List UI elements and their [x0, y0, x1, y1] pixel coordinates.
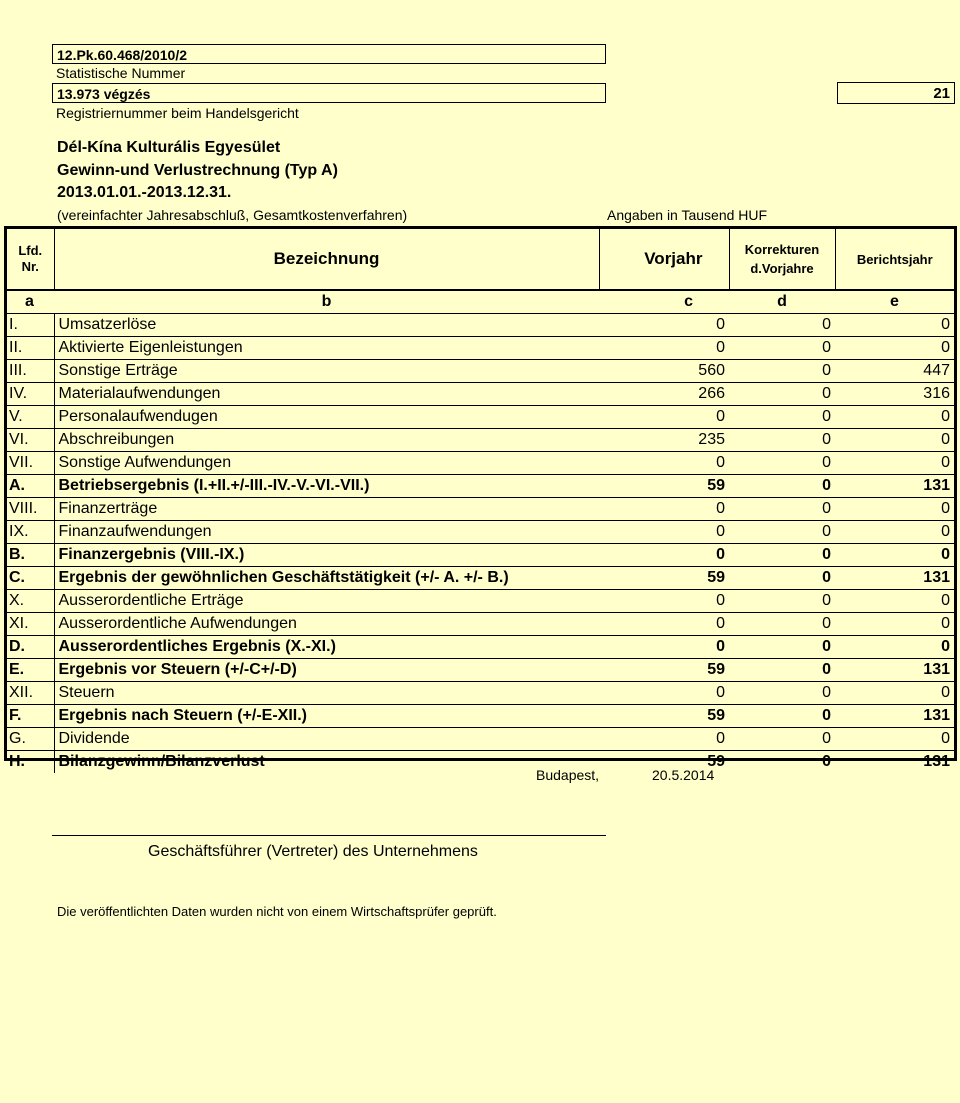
row-korrektur: 0 — [729, 590, 835, 613]
col-header-berichtsjahr-label: Berichtsjahr — [856, 251, 933, 267]
row-korrektur: 0 — [729, 567, 835, 590]
row-number: XII. — [7, 682, 54, 705]
row-label: Sonstige Aufwendungen — [54, 452, 599, 475]
row-vorjahr: 0 — [599, 498, 729, 521]
row-number: III. — [7, 360, 54, 383]
date: 20.5.2014 — [652, 767, 715, 783]
row-korrektur: 0 — [729, 613, 835, 636]
row-korrektur: 0 — [729, 383, 835, 406]
table-row — [7, 314, 954, 337]
row-korrektur: 0 — [729, 682, 835, 705]
row-vorjahr: 0 — [599, 314, 729, 337]
row-label: Betriebsergebnis (I.+II.+/-III.-IV.-V.-VI.-VII.) — [54, 475, 599, 498]
signature-caption: Geschäftsführer (Vertreter) des Unternehmens — [148, 843, 478, 860]
row-vorjahr: 59 — [599, 475, 729, 498]
col-letter-b: b — [54, 290, 599, 314]
row-vorjahr: 0 — [599, 337, 729, 360]
row-berichtsjahr: 131 — [835, 567, 954, 590]
row-berichtsjahr: 0 — [835, 728, 954, 751]
row-korrektur: 0 — [729, 314, 835, 337]
org-name: Dél-Kína Kulturális Egyesület — [57, 139, 281, 156]
row-number: B. — [7, 544, 54, 567]
row-korrektur: 0 — [729, 728, 835, 751]
row-label: Ausserordentliches Ergebnis (X.-XI.) — [54, 636, 599, 659]
table-row — [7, 544, 954, 567]
col-header-korrekturen-line2: d.Vorjahre — [750, 261, 814, 276]
col-header-bezeichnung-label: Bezeichnung — [273, 249, 380, 268]
statement-type: Gewinn-und Verlustrechnung (Typ A) — [57, 162, 338, 179]
row-number: VIII. — [7, 498, 54, 521]
row-vorjahr: 59 — [599, 659, 729, 682]
units-note: Angaben in Tausend HUF — [607, 207, 768, 223]
row-berichtsjahr: 447 — [835, 360, 954, 383]
col-header-vorjahr-label: Vorjahr — [644, 249, 703, 268]
col-letter-c: c — [599, 290, 729, 314]
row-label: Umsatzerlöse — [54, 314, 599, 337]
row-berichtsjahr: 0 — [835, 406, 954, 429]
row-label: Finanzerträge — [54, 498, 599, 521]
row-korrektur: 0 — [729, 751, 835, 774]
row-korrektur: 0 — [729, 452, 835, 475]
row-korrektur: 0 — [729, 659, 835, 682]
row-number: D. — [7, 636, 54, 659]
row-berichtsjahr: 0 — [835, 452, 954, 475]
place: Budapest, — [536, 767, 600, 783]
row-number: V. — [7, 406, 54, 429]
table-row — [7, 521, 954, 544]
row-label: Dividende — [54, 728, 599, 751]
row-korrektur: 0 — [729, 521, 835, 544]
row-label: Abschreibungen — [54, 429, 599, 452]
table-row — [7, 590, 954, 613]
table-row — [7, 452, 954, 475]
registration-number: 13.973 végzés — [57, 86, 151, 102]
row-label: Finanzaufwendungen — [54, 521, 599, 544]
col-header-lfd-line2: Nr. — [21, 259, 39, 274]
row-berichtsjahr: 0 — [835, 498, 954, 521]
row-label: Ergebnis vor Steuern (+/-C+/-D) — [54, 659, 599, 682]
row-label: Steuern — [54, 682, 599, 705]
row-number: XI. — [7, 613, 54, 636]
row-number: A. — [7, 475, 54, 498]
row-vorjahr: 0 — [599, 544, 729, 567]
page-number-box — [837, 82, 955, 104]
statistical-number-label: Statistische Nummer — [56, 65, 186, 81]
row-berichtsjahr: 131 — [835, 751, 954, 774]
col-header-bezeichnung — [54, 229, 599, 290]
row-vorjahr: 0 — [599, 590, 729, 613]
row-label: Finanzergebnis (VIII.-IX.) — [54, 544, 599, 567]
row-label: Materialaufwendungen — [54, 383, 599, 406]
row-vorjahr: 560 — [599, 360, 729, 383]
row-berichtsjahr: 316 — [835, 383, 954, 406]
col-letter-e: e — [835, 290, 954, 314]
table-row — [7, 728, 954, 751]
row-number: VI. — [7, 429, 54, 452]
row-number: VII. — [7, 452, 54, 475]
col-header-lfd-line1: Lfd. — [18, 243, 43, 258]
row-korrektur: 0 — [729, 406, 835, 429]
registration-number-box — [52, 83, 606, 103]
statement-note: (vereinfachter Jahresabschluß, Gesamtkostenverfahren) — [57, 207, 408, 223]
row-korrektur: 0 — [729, 360, 835, 383]
table-row — [7, 383, 954, 406]
row-label: Personalaufwendugen — [54, 406, 599, 429]
row-berichtsjahr: 0 — [835, 682, 954, 705]
col-letter-a: a — [7, 290, 54, 314]
row-berichtsjahr: 0 — [835, 337, 954, 360]
row-korrektur: 0 — [729, 705, 835, 728]
table-row — [7, 705, 954, 728]
row-label: Bilanzgewinn/Bilanzverlust — [54, 751, 599, 774]
table-row — [7, 429, 954, 452]
row-berichtsjahr: 0 — [835, 314, 954, 337]
row-korrektur: 0 — [729, 636, 835, 659]
row-vorjahr: 0 — [599, 521, 729, 544]
registration-number-label: Registriernummer beim Handelsgericht — [56, 105, 299, 121]
row-label: Sonstige Erträge — [54, 360, 599, 383]
row-vorjahr: 235 — [599, 429, 729, 452]
col-header-korrekturen — [729, 229, 835, 290]
table-row — [7, 751, 954, 774]
row-label: Ergebnis der gewöhnlichen Geschäftstätigkeit (+/- A. +/- B.) — [54, 567, 599, 590]
period: 2013.01.01.-2013.12.31. — [57, 184, 232, 201]
row-number: F. — [7, 705, 54, 728]
row-berichtsjahr: 131 — [835, 705, 954, 728]
row-label: Ausserordentliche Aufwendungen — [54, 613, 599, 636]
disclaimer: Die veröffentlichten Daten wurden nicht von einem Wirtschaftsprüfer geprüft. — [57, 904, 497, 919]
table-row — [7, 337, 954, 360]
row-number: H. — [7, 751, 54, 774]
table-row — [7, 360, 954, 383]
row-berichtsjahr: 0 — [835, 521, 954, 544]
col-header-berichtsjahr — [835, 229, 954, 290]
row-number: E. — [7, 659, 54, 682]
row-vorjahr: 266 — [599, 383, 729, 406]
row-vorjahr: 0 — [599, 636, 729, 659]
row-number: G. — [7, 728, 54, 751]
row-berichtsjahr: 0 — [835, 636, 954, 659]
row-vorjahr: 59 — [599, 705, 729, 728]
table-row — [7, 406, 954, 429]
row-korrektur: 0 — [729, 475, 835, 498]
income-statement-table — [4, 226, 957, 770]
table-row — [7, 613, 954, 636]
row-korrektur: 0 — [729, 498, 835, 521]
row-vorjahr: 59 — [599, 751, 729, 774]
row-korrektur: 0 — [729, 429, 835, 452]
row-korrektur: 0 — [729, 544, 835, 567]
statistical-number: 12.Pk.60.468/2010/2 — [57, 47, 188, 63]
statistical-number-box — [52, 44, 606, 64]
row-number: II. — [7, 337, 54, 360]
row-vorjahr: 0 — [599, 728, 729, 751]
table-row — [7, 636, 954, 659]
row-berichtsjahr: 0 — [835, 429, 954, 452]
row-berichtsjahr: 0 — [835, 613, 954, 636]
row-label: Ausserordentliche Erträge — [54, 590, 599, 613]
statement-grid — [7, 229, 954, 773]
col-header-lfd — [7, 229, 54, 290]
row-label: Aktivierte Eigenleistungen — [54, 337, 599, 360]
row-number: IV. — [7, 383, 54, 406]
statement-rows — [7, 314, 954, 774]
row-number: I. — [7, 314, 54, 337]
table-row — [7, 659, 954, 682]
page-number: 21 — [933, 85, 950, 102]
row-number: IX. — [7, 521, 54, 544]
row-vorjahr: 0 — [599, 406, 729, 429]
row-number: C. — [7, 567, 54, 590]
row-berichtsjahr: 0 — [835, 590, 954, 613]
row-berichtsjahr: 131 — [835, 659, 954, 682]
table-row — [7, 567, 954, 590]
row-berichtsjahr: 0 — [835, 544, 954, 567]
table-row — [7, 475, 954, 498]
col-header-korrekturen-line1: Korrekturen — [744, 242, 820, 257]
row-label: Ergebnis nach Steuern (+/-E-XII.) — [54, 705, 599, 728]
col-header-vorjahr — [599, 229, 729, 290]
row-vorjahr: 0 — [599, 682, 729, 705]
table-row — [7, 682, 954, 705]
row-number: X. — [7, 590, 54, 613]
row-vorjahr: 59 — [599, 567, 729, 590]
row-korrektur: 0 — [729, 337, 835, 360]
row-berichtsjahr: 131 — [835, 475, 954, 498]
column-header-row — [7, 229, 954, 290]
signature-line — [52, 835, 606, 836]
row-vorjahr: 0 — [599, 613, 729, 636]
col-letter-d: d — [729, 290, 835, 314]
column-letter-row — [7, 290, 954, 314]
row-vorjahr: 0 — [599, 452, 729, 475]
table-row — [7, 498, 954, 521]
